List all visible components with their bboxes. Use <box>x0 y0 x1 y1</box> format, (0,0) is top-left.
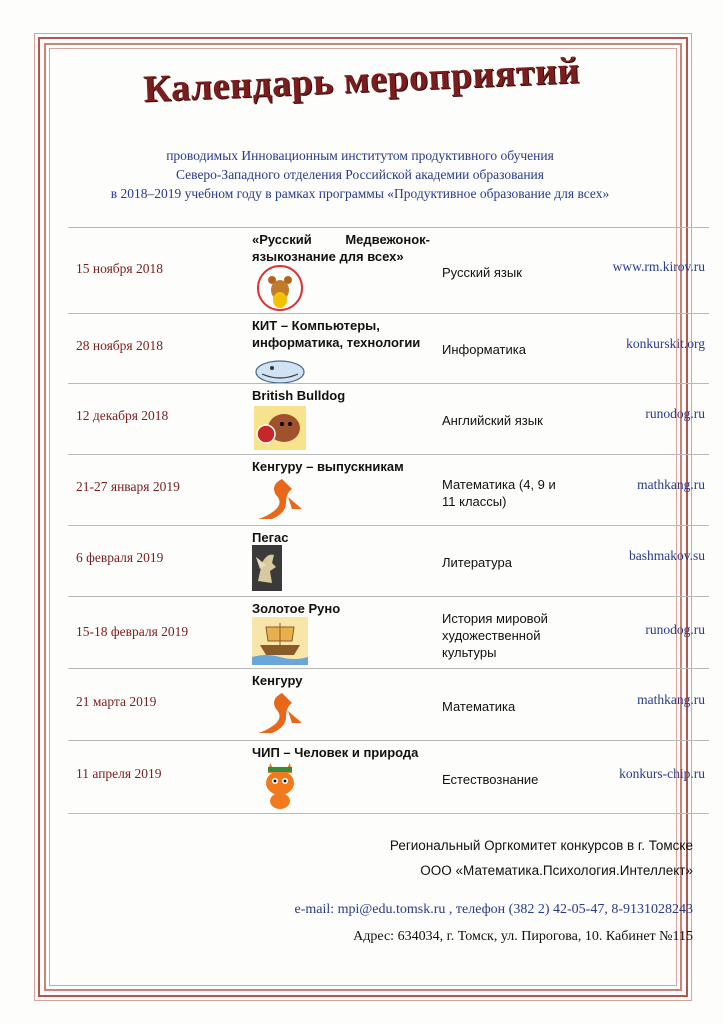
event-title: Кенгуру <box>252 673 303 688</box>
event-title: British Bulldog <box>252 388 346 403</box>
event-date: 21-27 января 2019 <box>76 479 180 494</box>
subtitle-line-1: проводимых Инновационным институтом продуктивного обучения <box>166 148 554 163</box>
page-title: Календарь мероприятий <box>142 49 581 111</box>
event-row <box>68 668 709 740</box>
event-date: 21 марта 2019 <box>76 694 157 709</box>
event-date: 11 апреля 2019 <box>76 766 162 781</box>
address-line: Адрес: 634034, г. Томск, ул. Пирогова, 10. Кабинет №115 <box>353 929 693 944</box>
event-title: ЧИП – Человек и природа <box>252 745 419 760</box>
event-subject: Естествознание <box>442 772 539 787</box>
event-row <box>68 313 709 383</box>
fox-icon <box>252 761 308 811</box>
event-site[interactable]: runodog.ru <box>645 622 705 637</box>
event-row <box>68 383 709 454</box>
event-site[interactable]: www.rm.kirov.ru <box>612 259 705 274</box>
event-subject: Английский язык <box>442 413 543 428</box>
organizer-line-1: Региональный Оргкомитет конкурсов в г. Томске <box>389 838 693 853</box>
event-title: Пегас <box>252 530 289 545</box>
whale-icon <box>252 354 308 384</box>
kangaroo-icon <box>252 689 308 737</box>
event-row <box>68 596 709 668</box>
event-site[interactable]: bashmakov.su <box>629 548 705 563</box>
bulldog-icon <box>252 404 308 452</box>
event-subject: Литература <box>442 555 512 570</box>
contact-line: e-mail: mpi@edu.tomsk.ru , телефон (382 2) 42-05-47, 8-9131028243 <box>294 902 693 917</box>
event-row <box>68 740 709 814</box>
ship-icon <box>252 617 308 665</box>
event-site[interactable]: konkurs-chip.ru <box>619 766 705 781</box>
kangaroo-icon <box>252 475 308 523</box>
event-subject: Математика <box>442 699 516 714</box>
bear-icon <box>252 262 308 314</box>
event-date: 15-18 февраля 2019 <box>76 624 189 639</box>
pegasus-icon <box>252 545 282 591</box>
event-title: Золотое Руно <box>252 601 341 616</box>
event-site[interactable]: runodog.ru <box>645 406 705 421</box>
event-row <box>68 454 709 525</box>
event-title: «Русский Медвежонок-языкознание для всех» <box>252 232 430 264</box>
event-site[interactable]: konkurskit.org <box>626 336 705 351</box>
event-row <box>68 227 709 313</box>
event-date: 12 декабря 2018 <box>76 408 169 423</box>
event-subject: Информатика <box>442 342 526 357</box>
event-subject: История мировой художественной культуры <box>442 611 548 660</box>
event-row <box>68 525 709 596</box>
subtitle-line-2: Северо-Западного отделения Российской академии образования <box>175 167 544 182</box>
subtitle <box>60 146 660 203</box>
event-title: Кенгуру – выпускникам <box>252 459 404 474</box>
event-subject: Русский язык <box>442 265 522 280</box>
subtitle-line-3: в 2018–2019 учебном году в рамках программы «Продуктивное образование для всех» <box>110 186 610 201</box>
event-date: 15 ноября 2018 <box>76 261 164 276</box>
organizer-line-2: ООО «Математика.Психология.Интеллект» <box>420 863 693 878</box>
event-subject: Математика (4, 9 и 11 классы) <box>442 477 556 509</box>
event-site[interactable]: mathkang.ru <box>637 477 705 492</box>
event-title: КИТ – Компьютеры, информатика, технологии <box>252 318 421 350</box>
event-site[interactable]: mathkang.ru <box>637 692 705 707</box>
event-date: 6 февраля 2019 <box>76 550 164 565</box>
event-date: 28 ноября 2018 <box>76 338 164 353</box>
